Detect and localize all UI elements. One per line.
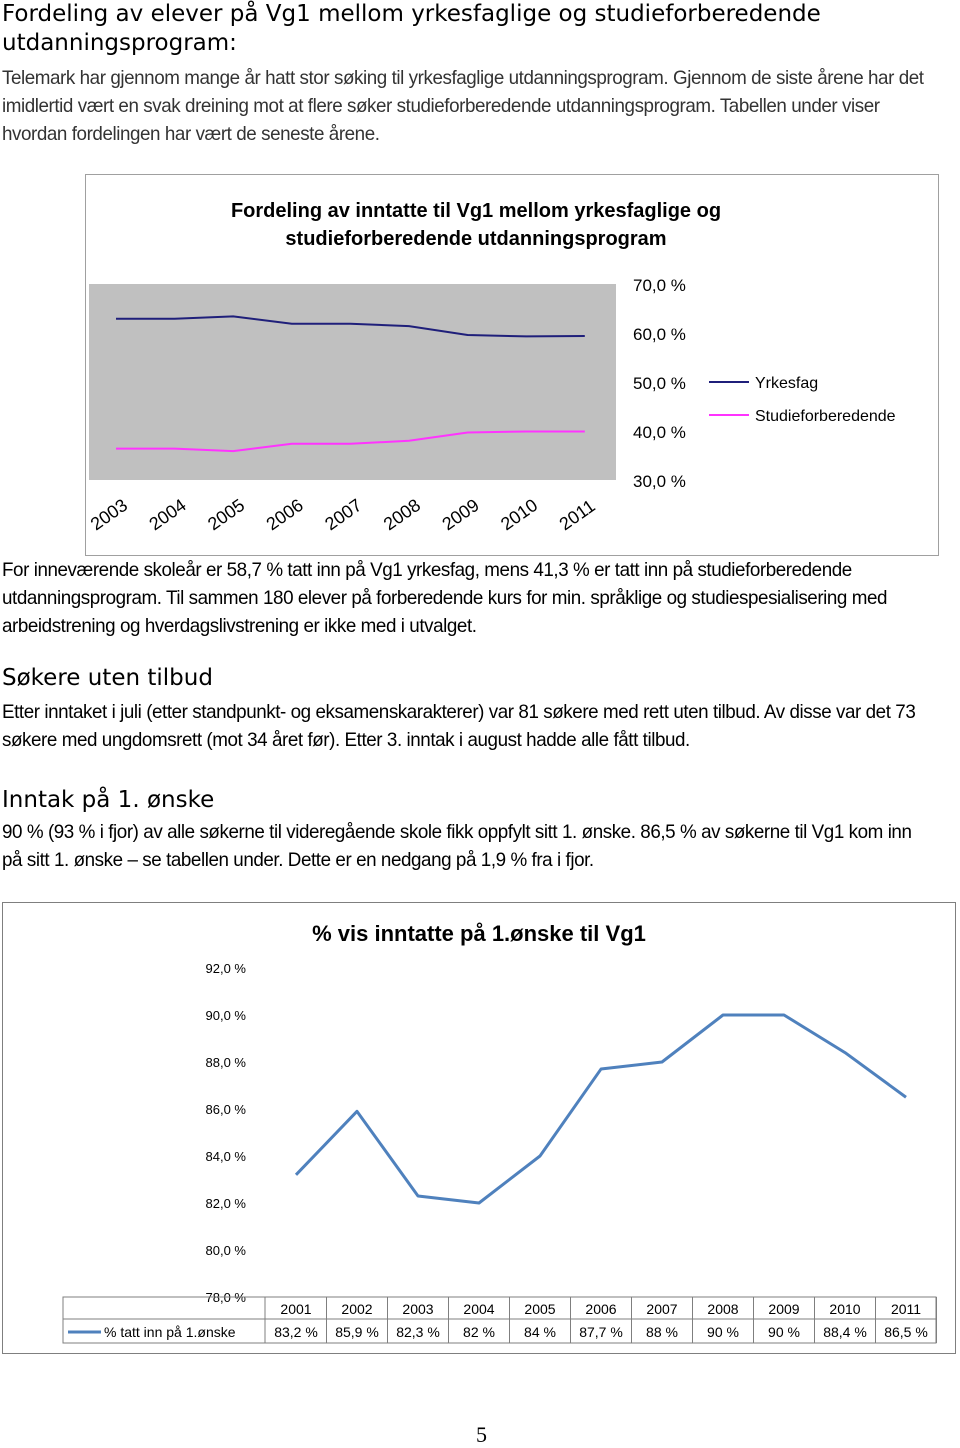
chart2-ytick-label: 88,0 %	[205, 1055, 246, 1070]
page-number: 5	[476, 1422, 487, 1447]
chart2-xtick-label: 2004	[463, 1301, 495, 1317]
chart1-ytick-label: 40,0 %	[633, 423, 686, 442]
chart1-xtick-label: 2005	[204, 494, 249, 535]
chart2-xtick-label: 2001	[280, 1301, 312, 1317]
chart1-title-line2: studieforberedende utdanningsprogram	[285, 228, 667, 250]
chart2-xtick-label: 2008	[707, 1301, 739, 1317]
chart1-xtick-label: 2006	[262, 494, 307, 535]
chart2-ytick-label: 78,0 %	[205, 1290, 246, 1305]
chart2-xtick-label: 2005	[524, 1301, 556, 1317]
chart1-ytick-label: 60,0 %	[633, 325, 686, 344]
chart2-data-label: 90 %	[768, 1324, 800, 1340]
chart2-xtick-label: 2010	[829, 1301, 861, 1317]
chart2-xtick-label: 2006	[585, 1301, 617, 1317]
chart1-legend-label: Studieforberedende	[755, 408, 896, 425]
chart1-xtick-label: 2004	[145, 494, 190, 535]
chart2-data-label: 88 %	[646, 1324, 678, 1340]
section3-heading: Inntak på 1. ønske	[2, 787, 215, 813]
section1-body: Telemark har gjennom mange år hatt stor søking til yrkesfaglige utdanningsprogram. Gjennom de siste årene har det imidlertid vært en svak dreining mot at flere søker studieforberedende utdanningsprogram. Tabellen under viser hvordan fordelingen har vært de seneste årene.	[2, 67, 924, 145]
chart2-title: % vis inntatte på 1.ønske til Vg1	[312, 921, 646, 946]
chart1-xtick-label: 2008	[379, 494, 425, 535]
chart2-ytick-label: 90,0 %	[205, 1008, 246, 1023]
chart2-svg	[3, 903, 955, 1353]
chart2-ytick-label: 82,0 %	[205, 1196, 246, 1211]
section3-body: 90 % (93 % i fjor) av alle søkerne til videregående skole fikk oppfylt sitt 1. ønske. 86,5 % av søkerne til Vg1 kom inn på sitt 1. ønske – se tabellen under. Dette er en nedgang på 1,9 % fra i fjor.	[2, 821, 912, 871]
chart2-data-label: 85,9 %	[335, 1324, 379, 1340]
chart1-plot-area	[89, 284, 616, 480]
chart2-legend-label: % tatt inn på 1.ønske	[104, 1324, 236, 1340]
section2-body: Etter inntaket i juli (etter standpunkt- og eksamenskarakterer) var 81 søkere med rett uten tilbud. Av disse var det 73 søkere med ungdomsrett (mot 34 året før). Etter 3. inntak i august hadde alle fått tilbud.	[2, 701, 916, 751]
chart-inntatte-1onske	[2, 902, 956, 1354]
section1-heading: Fordeling av elever på Vg1 mellom yrkesfaglige og studieforberedende utdanningsprogram:	[2, 1, 821, 56]
chart2-data-label: 88,4 %	[823, 1324, 867, 1340]
chart2-series-line	[296, 1015, 906, 1203]
chart1-xtick-label: 2011	[555, 495, 599, 535]
chart2-data-label: 84 %	[524, 1324, 556, 1340]
chart2-ytick-label: 84,0 %	[205, 1149, 246, 1164]
chart2-ytick-label: 80,0 %	[205, 1243, 246, 1258]
after-chart1-text: For inneværende skoleår er 58,7 % tatt inn på Vg1 yrkesfag, mens 41,3 % er tatt inn på studieforberedende utdanningsprogram. Til sammen 180 elever på forberedende kurs for min. språklige og studiespesialisering med arbeidstrening og hverdagslivstrening er ikke med i utvalget.	[2, 559, 888, 637]
chart1-xtick-label: 2003	[86, 494, 132, 535]
chart1-xtick-label: 2009	[438, 494, 483, 535]
section2-heading: Søkere uten tilbud	[2, 665, 213, 691]
chart1-ytick-label: 30,0 %	[633, 472, 686, 491]
chart2-data-label: 83,2 %	[274, 1324, 318, 1340]
chart2-xtick-label: 2011	[890, 1301, 922, 1317]
chart2-ytick-label: 86,0 %	[205, 1102, 246, 1117]
chart1-svg	[86, 175, 938, 555]
chart2-data-label: 82,3 %	[396, 1324, 440, 1340]
chart2-xtick-label: 2007	[646, 1301, 678, 1317]
chart2-data-label: 82 %	[463, 1324, 495, 1340]
chart1-xtick-label: 2010	[497, 494, 542, 535]
chart2-xtick-label: 2002	[341, 1301, 373, 1317]
chart2-data-label: 86,5 %	[884, 1324, 928, 1340]
chart1-ytick-label: 70,0 %	[633, 276, 686, 295]
chart2-data-label: 90 %	[707, 1324, 739, 1340]
chart-inntatte-fordeling	[85, 174, 939, 556]
chart1-legend-label: Yrkesfag	[755, 375, 819, 392]
chart2-xtick-label: 2003	[402, 1301, 434, 1317]
chart2-ytick-label: 92,0 %	[205, 961, 246, 976]
chart1-title: Fordeling av inntatte til Vg1 mellom yrkesfaglige og	[230, 200, 722, 222]
chart1-xtick-label: 2007	[321, 494, 366, 535]
chart2-xtick-label: 2009	[768, 1301, 800, 1317]
chart2-data-label: 87,7 %	[579, 1324, 623, 1340]
chart1-ytick-label: 50,0 %	[633, 374, 686, 393]
